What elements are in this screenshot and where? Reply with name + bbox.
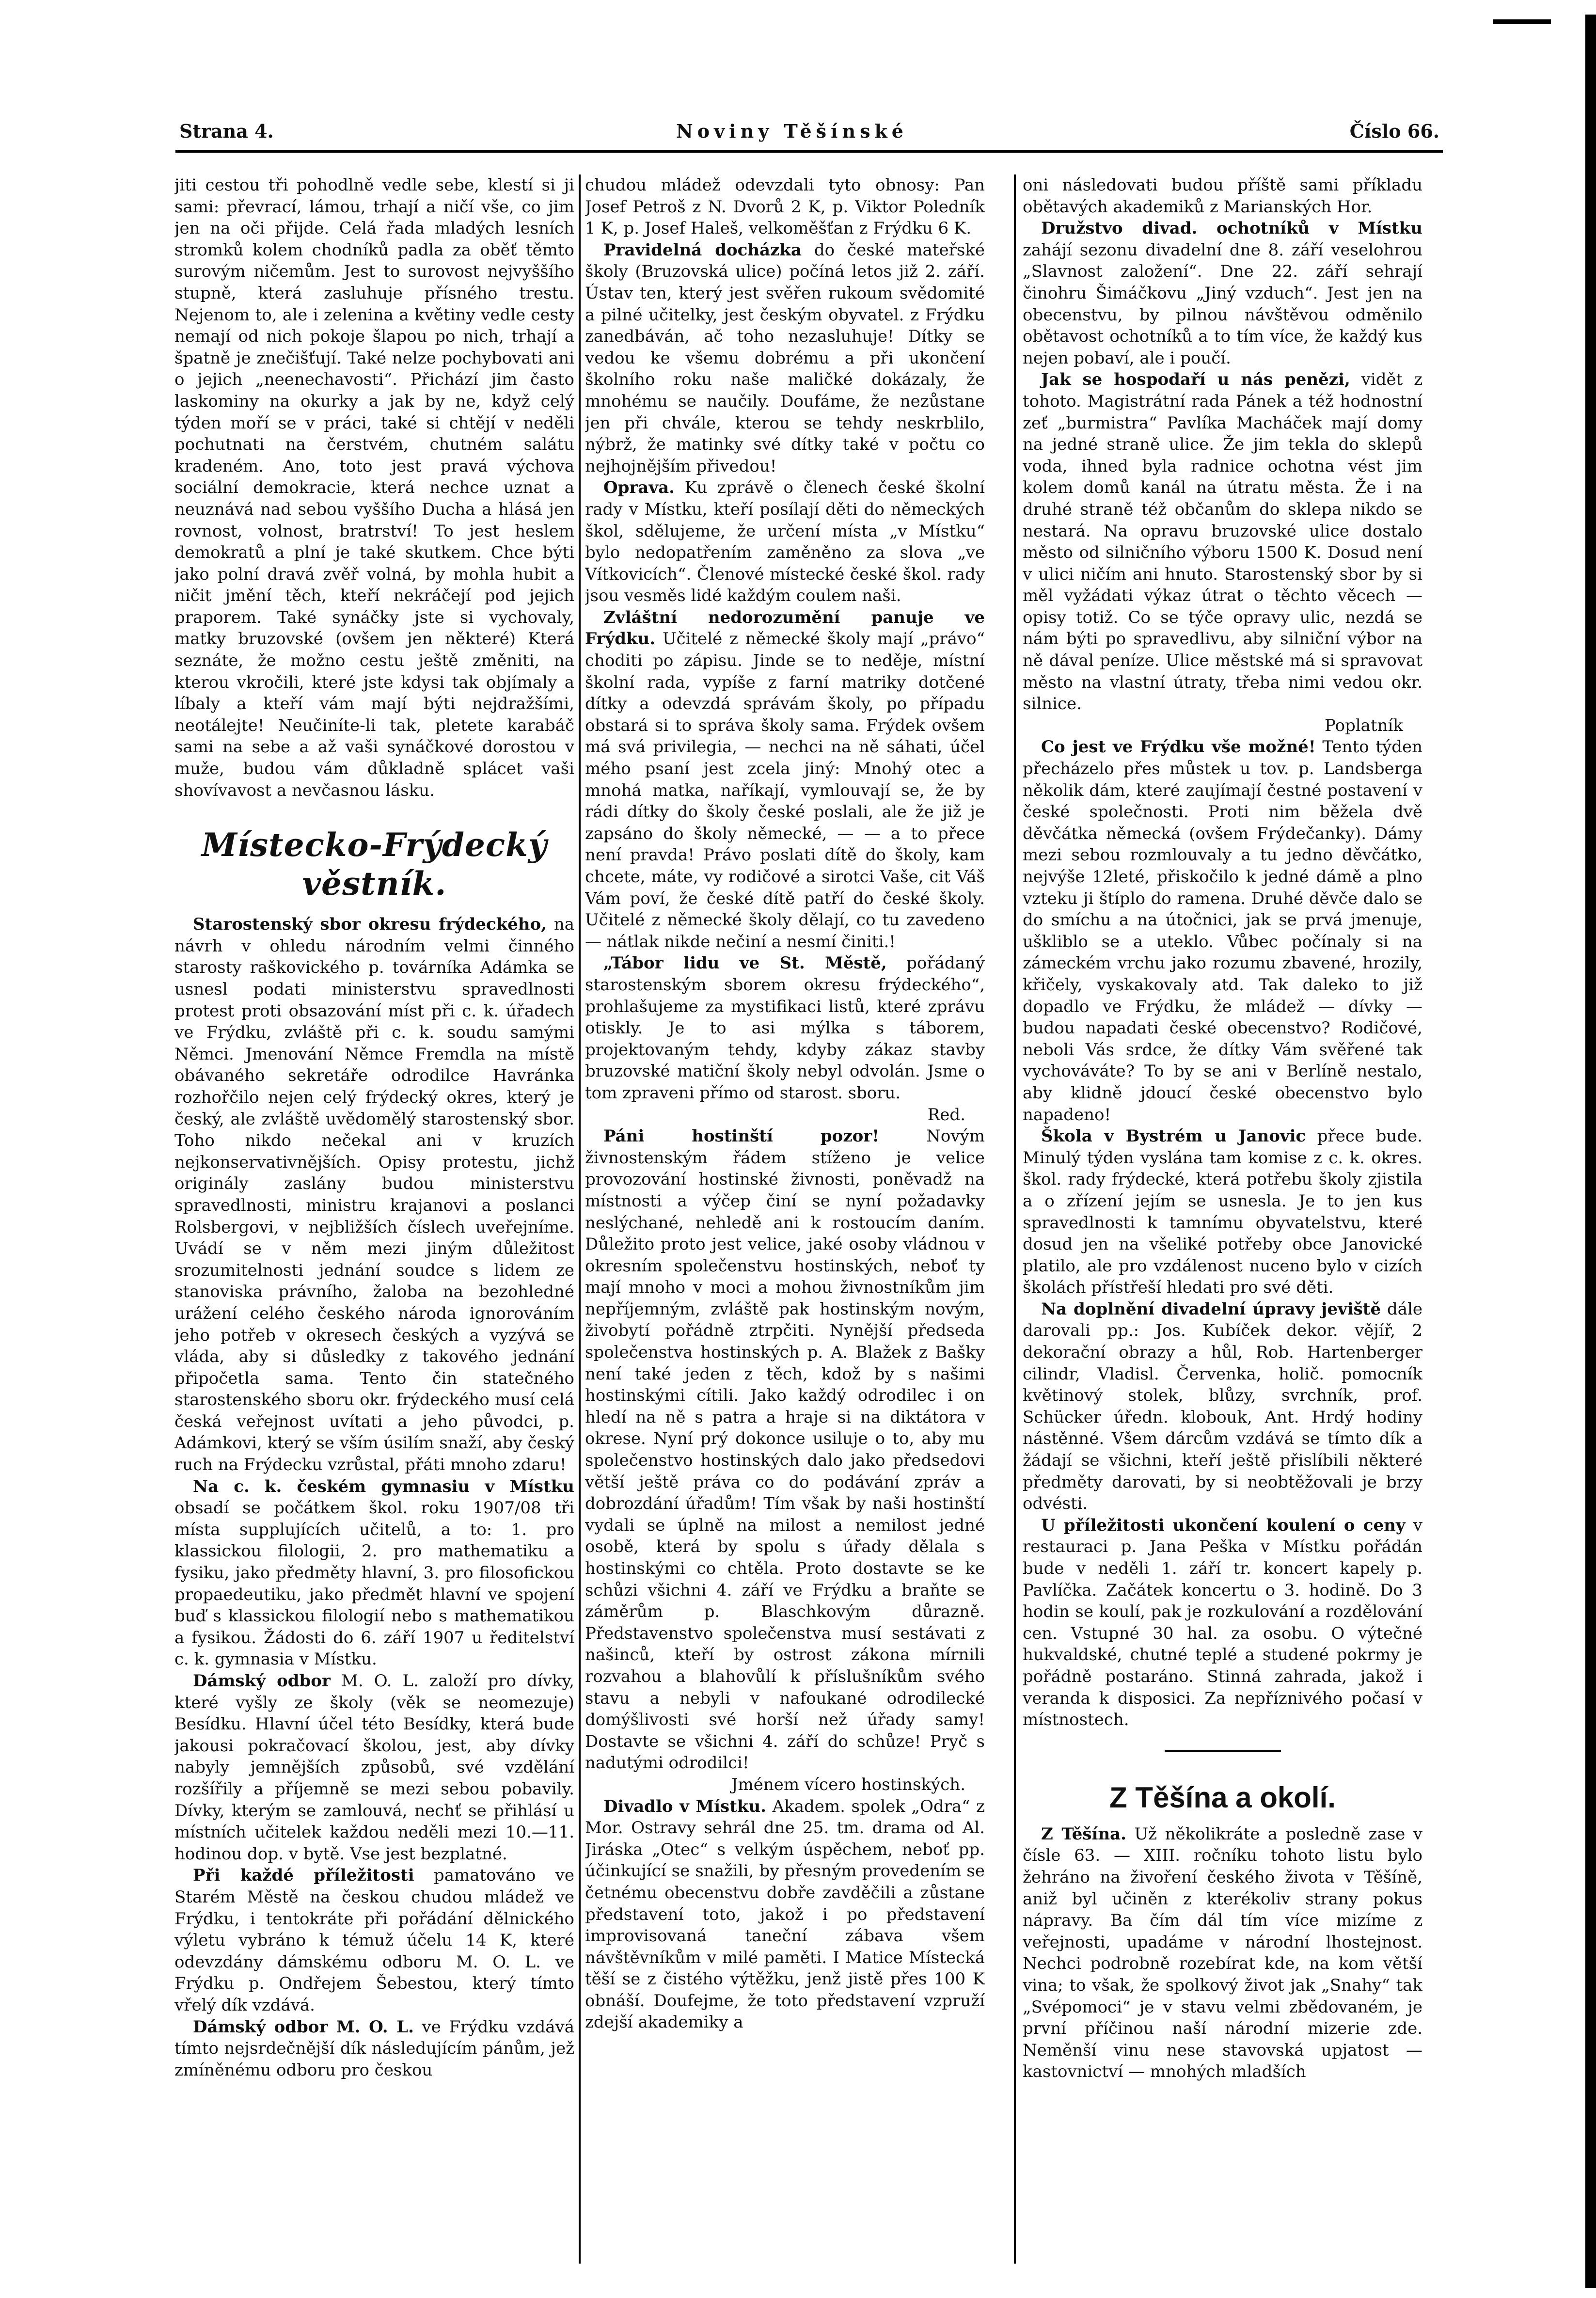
article-lead: Škola v Bystrém u Janovic	[1041, 1126, 1306, 1146]
article-lead: Na c. k. českém gymnasiu v Místku	[193, 1476, 574, 1496]
column-2	[585, 174, 985, 2288]
section-title: Místecko-Frýdecký věstník.	[201, 826, 548, 903]
article-signature: Jménem vícero hostinských.	[731, 1775, 965, 1794]
issue-number: Číslo 66.	[1349, 120, 1439, 142]
article-paragraph	[585, 607, 985, 953]
header-rule	[175, 150, 1443, 153]
article-lead: Pravidelná docházka	[603, 240, 802, 260]
article-text: Už několikráte a posledně zase v čísle 63. — XIII. ročníku tohoto listu bylo žehráno na živoření českého života v Těšíně, aniž byl učiněn z kterékoliv strany pokus nápravy. Ba čím dál tím více mizíme z veřejnosti, upadáme v národní lhostejnost. Nechci podrobně rozebírat kde, na kom větší vina; to však, že spolkový život jak „Snahy“ tak „Svépomoci“ je v stavu velmi zbědovaném, je první příčinou naší národní mizerie zde. Neměnší vinu nese stavovská upjatost — kastovnictví — mnohých mladších	[1023, 1824, 1422, 2082]
article-paragraph: chudou mládež odevzdali tyto obnosy: Pan Josef Petroš z N. Dvorů 2 K, p. Viktor Poledník 1 K, p. Josef Haleš, velkoměšťan z Frýdku 6 K.	[585, 175, 985, 238]
article-paragraph	[585, 952, 985, 1104]
article-paragraph	[1023, 1299, 1422, 1515]
newspaper-title: Noviny Těšínské	[676, 120, 908, 142]
article-paragraph	[1023, 1125, 1422, 1299]
column-divider	[1014, 174, 1016, 2264]
article-paragraph	[1023, 369, 1422, 715]
article-text: pořádaný starostenským sborem okresu frýdeckého“, prohlašujeme za mystifikaci listů, které zprávu otiskly. Je to asi mýlka s táborem, projektovaným tehdy, kdyby zákaz stavby bruzovské matiční školy nebyl odvolán. Jsme o tom zpraveni přímo od starost. sboru.	[585, 953, 985, 1103]
article-paragraph: oni následovati budou příště sami příkladu obětavých akademiků z Marianských Hor.	[1023, 175, 1422, 217]
article-text: přece bude. Minulý týden vyslána tam komise z c. k. okres. škol. rady frýdecké, která potřebu školy zjistila a o zřízení jejím se usnesla. Je to jen kus spravedlnosti k tamnímu obyvatelstvu, které dosud jen na všeliké potřeby obce Janovické platilo, ale pro vzdálenost nuceno bylo v cizích školách přístřeší hledati pro své děti.	[1023, 1126, 1422, 1298]
article-text: Tento týden přecházelo přes můstek u tov. p. Landsberga několik dám, které zaujímají čestné postavení v české společnosti. Proti nim běžela dvě děvčátka německá (ovšem Frýdečanky). Dámy mezi sebou rozmlouvaly a tu jedno děvčátko, nejvýše 12leté, přiskočilo k jedné dámě a plno vzteku ji štíplo do ramena. Druhé děvče dalo se do smíchu a na útočnici, jak se prvá jmenuje, uškliblo se a uteklo. Vůbec počínaly si na zámeckém vrchu jako rozumu zbavené, hrozily, křičely, vyskakovaly atd. Tak daleko to již dopadlo ve Frýdku, že mládež — dívky — budou napadati české obecenstvo? Rodičové, neboli Vás srdce, že dítky Vám svěřené tak vychováváte? To by se ani v Berlíně nestalo, aby klidně jdoucí české obecenstvo bylo napadeno!	[1023, 737, 1422, 1125]
article-text: do české mateřské školy (Bruzovská ulice) počíná letos již 2. září. Ústav ten, který jest svěřen rukoum svědomité a pilné učitelky, jest českým obyvatel. z Frýdku zanedbáván, ač toho nezasluhuje! Dítky se vedou ke všemu dobrému a při ukončení školního roku naše maličké dokázaly, že mnohému se naučily. Doufáme, že nezůstane jen při chvále, kterou se tehdy neskrblilo, nýbrž, že matinky své dítky také v počtu co nejhojnějším přivedou!	[585, 240, 985, 476]
article-paragraph	[585, 1125, 985, 1774]
article-lead: Při každé příležitosti	[193, 1866, 414, 1886]
article-paragraph	[585, 239, 985, 477]
article-lead: Divadlo v Místku.	[603, 1796, 767, 1816]
article-paragraph	[174, 2016, 574, 2081]
column-3	[1023, 174, 1422, 2288]
column-divider	[579, 174, 581, 2264]
article-paragraph	[1023, 218, 1422, 369]
article-paragraph	[174, 914, 574, 1475]
article-text: Novým živnostenským řádem stíženo je velice provozování hostinské živnosti, poněvadž na místnosti a výčep činí se nyní požadavky neslýchané, nehledě ani k rostoucím daním. Důležito proto jest velice, jaké osoby vládnou v okresním společenstvu hostinských, neboť ty mají mnoho v moci a mohou živnostníkům jim nepříjemným, zvláště pak hostinským novým, živobytí pořádně ztrpčiti. Nynější předseda společenstva hostinských p. A. Blažek z Bašky není také jeden z těch, kdož by s našimi hostinskými cítili. Jako každý odrodilec i on hledí na ně s patra a hraje si na diktátora v okrese. Nyní prý dokonce usiluje o to, aby mu společenstvo hostinských dalo jako předsedovi větší ještě práva co do podávání zpráv a dobrozdání úřadům! Tím však by naši hostinští vydali se úplně na milost a nemilost jedné osobě, která by spolu s úřady dělala s hostinskými co chtěla. Proto dostavte se ke schůzi všichni 4. září ve Frýdku a braňte se záměrům p. Blaschkovým důrazně. Představenstvo společenstva musí sestávati z našinců, kteří by ostrost zákona mírnili rozvahou a blahovůlí k příslušníkům svého stavu a nebyli v nafoukané odrodilecké domýšlivosti své horší než úřady samy! Dostavte se všichni 4. září do schůze! Pryč s nadutými odrodilci!	[585, 1126, 985, 1773]
article-lead: Co jest ve Frýdku vše možné!	[1041, 737, 1316, 757]
article-text: Akadem. spolek „Odra“ z Mor. Ostravy sehrál dne 25. tm. drama od Al. Jiráska „Otec“ s velkým úspěchem, neboť pp. účinkující se snažili, by přesným provedením se četnému obecenstvu dobře zavděčili a zůstane představení toto, jakož i po představení improvisovaná taneční zábava všem návštěvníkům v milé paměti. I Matice Místecká těší se z čistého výtěžku, jenž jistě přes 100 K obnáší. Doufejme, že toto představení vzpruží zdejší akademiky a	[585, 1796, 985, 2032]
article-text: na návrh v ohledu národním velmi činného starosty raškovického p. továrníka Adámka se usnesl podati ministerstvu spravedlnosti protest proti obsazování míst při c. k. úřadech ve Frýdku, zvláště při c. k. soudu samými Němci. Jmenování Němce Fremdla na místě obávaného sekretáře odrodilce Havránka rozhořčilo nejen celý frýdecký okres, který je český, ale zvláště uvědomělý starostenský sbor. Toho nikdo nečekal ani v kruzích nejkonservativnějších. Opisy protestu, jichž originály zaslány budou ministerstvu spravedlnosti, ministru krajanovi a poslanci Rolsbergovi, v nejbližších číslech uveřejníme. Uvádí se v něm mezi jiným důležitost srozumitelnosti jednání soudce s lidem ze stanoviska právního, žaloba na bezohledné urážení celého českého národa ignorováním jeho potřeb v okresech českých a vyzývá se vláda, aby si důsledky z takového jednání připočetla sama. Tento čin statečného starostenského sboru okr. frýdeckého musí celá česká veřejnost uvítati a jeho původci, p. Adámkovi, který se vším úsilím snaží, aby český ruch na Frýdecku vzrůstal, přáti mnoho zdaru!	[174, 915, 574, 1475]
column-1	[174, 174, 574, 2288]
article-lead: Dámský odbor M. O. L.	[193, 2017, 414, 2037]
scan-speck	[1493, 19, 1551, 24]
article-text: pamatováno ve Starém Městě na českou chudou mládež ve Frýdku, i tentokráte při pořádání dělnického výletu vybráno k témuž účelu 14 K, které odevzdány dámskému odboru M. O. L. ve Frýdku p. Ondřejem Šebestou, který tímto vřelý dík vzdává.	[174, 1866, 574, 2015]
scan-edge-bar	[1585, 15, 1596, 2288]
article-lead: „Tábor lidu ve St. Městě,	[603, 953, 887, 973]
article-lead: Dámský odbor	[193, 1671, 331, 1691]
article-lead: Na doplnění divadelní úpravy jeviště	[1041, 1299, 1381, 1319]
article-text: Učitelé z německé školy mají „právo“ choditi po zápisu. Jinde se to neděje, místní školní rada, vypíše z farní matriky dotčené dítky a odevzdá správám školy, po případu obstará si to správa školy sama. Frýdek ovšem má svá privilegia, — nechci na ně sáhati, účel mého psaní jest zcela jiný: Mnohý otec a mnohá matka, naříkají, vymlouvají se, že by rádi dítky do školy české poslali, ale že již je zapsáno do školy německé, — — a to přece není pravda! Právo poslati dítě do školy, kam chcete, máte, vy rodičové a sirotci Vaše, cit Váš Vám poví, že české dítě patří do české školy. Učitelé z německé školy dělají, co tu zavedeno — nátlak nikde nečiní a nesmí činiti.!	[585, 629, 985, 951]
article-paragraph	[585, 477, 985, 607]
article-paragraph	[174, 1865, 574, 2016]
page-number: Strana 4.	[179, 120, 274, 142]
article-paragraph: jiti cestou tři pohodlně vedle sebe, klestí si ji sami: převrací, lámou, trhají a ničí vše, co jim jen na oči přijde. Celá řada mladých lesních stromků kolem chodníků padla za oběť těmto surovým ničemům. Jest to surovost nejvyššího stupně, která zasluhuje přísného trestu. Nejenom to, ale i zelenina a květiny vedle cesty nemají od nich pokoje šlapou po nich, trhají a špatně je znečišťují. Také nelze pochybovati ani o jejich „neenechavosti“. Přichází jim často laskominy na okurky a jak by ne, když celý týden moří se v práci, také si chtějí v neděli pochutnati na čerstvém, chutném salátu kradeném. Ano, toto jest pravá výchova sociální demokracie, která nechce uznat a neuznává nad sebou vyššího Ducha a hlásá jen rovnost, volnost, bratrství! To jest heslem demokratů a plní je také skutkem. Chce býti jako polní dravá zvěř volná, by mohla hubit a ničit jmění těch, kteří nekráčejí pod jejich praporem. Také synáčky jste si vychovaly, matky bruzovské (ovšem jen některé) Která seznáte, že možno cestu ještě změniti, na kterou vkročili, které jste kdysi tak objímaly a líbaly a kteří vám mají býti nejdražšími, neotálejte! Neučiníte-li tak, pletete karabáč sami na sebe a až vaši synáčkové dorostou v muže, budou vám důkladně splácet vaši shovívavost a nevčasnou lásku.	[174, 175, 574, 800]
article-signature: Red.	[927, 1105, 965, 1125]
article-text: obsadí se počátkem škol. roku 1907/08 tři místa supplujících učitelů, a to: 1. pro klassickou filologii, 2. pro mathematiku a fysiku, jako předměty hlavní, 3. pro filosofickou propaedeutiku, jako předmět hlavní ve spojení buď s klassickou filologií nebo s mathematikou a fysikou. Žádosti do 6. září 1907 u ředitelství c. k. gymnasia v Místku.	[174, 1498, 574, 1669]
section-separator	[1165, 1750, 1281, 1752]
article-paragraph	[1023, 1823, 1422, 2083]
article-lead: Starostenský sbor okresu frýdeckého,	[193, 915, 547, 935]
article-text: ve Frýdku vzdává tímto nejsrdečnější dík následujícím pánům, jež zmíněnému odboru pro českou	[174, 2017, 574, 2080]
article-paragraph	[1023, 736, 1422, 1125]
article-lead: Oprava.	[603, 478, 675, 498]
article-paragraph	[174, 1670, 574, 1865]
article-text: v restauraci p. Jana Peška v Místku pořádán bude v neděli 1. září tr. koncert kapely p. Pavlíčka. Začátek koncertu o 3. hodině. Do 3 hodin se koulí, pak je rozkulování a rozdělování cen. Vstupné 30 hal. za osobu. O výtečné hukvaldské, chutné teplé a studené pokrmy je pořádně postaráno. Stinná zahrada, jakož i veranda k disposici. Za nepříznivého počasí v místnostech.	[1023, 1515, 1422, 1730]
article-lead: Zvláštní nedorozumění panuje ve Frýdku.	[585, 607, 985, 649]
article-paragraph	[585, 1796, 985, 2034]
page-header	[179, 120, 1439, 149]
article-text: dále darovali pp.: Jos. Kubíček dekor. vějíř, 2 dekorační obrazy a hůl, Rob. Hartenberger cilindr, Vladisl. Červenka, holič. pomocník květinový stolek, blůzy, svrchník, prof. Schücker úředn. klobouk, Ant. Hrdý hodiny nástěnné. Všem dárcům vzdává se tímto dík a žádají se všichni, kteří ještě přislíbili některé předměty darovati, by si neobtěžovali je brzy odvésti.	[1023, 1299, 1422, 1514]
article-text: vidět z tohoto. Magistrátní rada Pánek a též hodnostní zeť „burmistra“ Pavlíka Macháček mají domy na jedné straně ulice. Že jim tekla do sklepů voda, ihned byla radnice ochotna vést jim kolem domů kanál na útratu města. Že i na druhé straně též občanům do sklepa nikdo se nestará. Na opravu bruzovské ulice dostalo město od silničního výboru 1500 K. Dosud není v ulici ničím ani hnuto. Starostenský sbor by si měl vyžádati výkaz útrat o těchto věcech — opisy totiž. Co se týče opravy ulic, nezdá se nám býti po spravedlivu, aby silniční výbor na ně dával peníze. Ulice městské má si spravovat město na vlastní útraty, třeba nimi vedou okr. silnice.	[1023, 370, 1422, 714]
article-lead: U příležitosti ukončení koulení o ceny	[1041, 1515, 1406, 1535]
article-text: Ku zprávě o členech české školní rady v Místku, kteří posílají děti do německých škol, sdělujeme, že určení místa „v Místku“ bylo nedopatřením zaměněno za slova „ve Vítkovicích“. Členové místecké české škol. rady jsou vesměs lidé každým coulem naši.	[585, 478, 985, 606]
article-paragraph	[1023, 1515, 1422, 1731]
article-lead: Páni hostinští pozor!	[603, 1126, 880, 1146]
article-paragraph	[174, 1476, 574, 1670]
article-lead: Jak se hospodaří u nás penězi,	[1041, 370, 1350, 390]
article-signature: Poplatník	[1325, 715, 1403, 735]
article-text: zahájí sezonu divadelní dne 8. září veselohrou „Slavnost založení“. Dne 22. září sehrají činohru Šimáčkovu „Jiný vzduch“. Jest jen na obecenstvu, by pilnou návštěvou odměnilo obětavost ochotníků a to tím více, že každý kus nejen pobaví, ale i poučí.	[1023, 240, 1422, 368]
article-lead: Z Těšína.	[1041, 1824, 1127, 1844]
section-title: Z Těšína a okolí.	[1109, 1781, 1336, 1814]
article-text: M. O. L. založí pro dívky, které vyšly ze školy (věk se neomezuje) Besídku. Hlavní účel této Besídky, která bude jakousi pokračovací školou, jest, aby dívky nabyly jemnějších způsobů, své vzdělání rozšířily a příjemně se mezi sebou pobavily. Dívky, kterým se zamlouvá, nechť se přihlásí u místních učitelek každou neděli mezi 10.—11. hodinou dop. v bytě. Vse jest bezplatné.	[174, 1671, 574, 1864]
article-lead: Družstvo divad. ochotníků v Místku	[1041, 219, 1422, 238]
